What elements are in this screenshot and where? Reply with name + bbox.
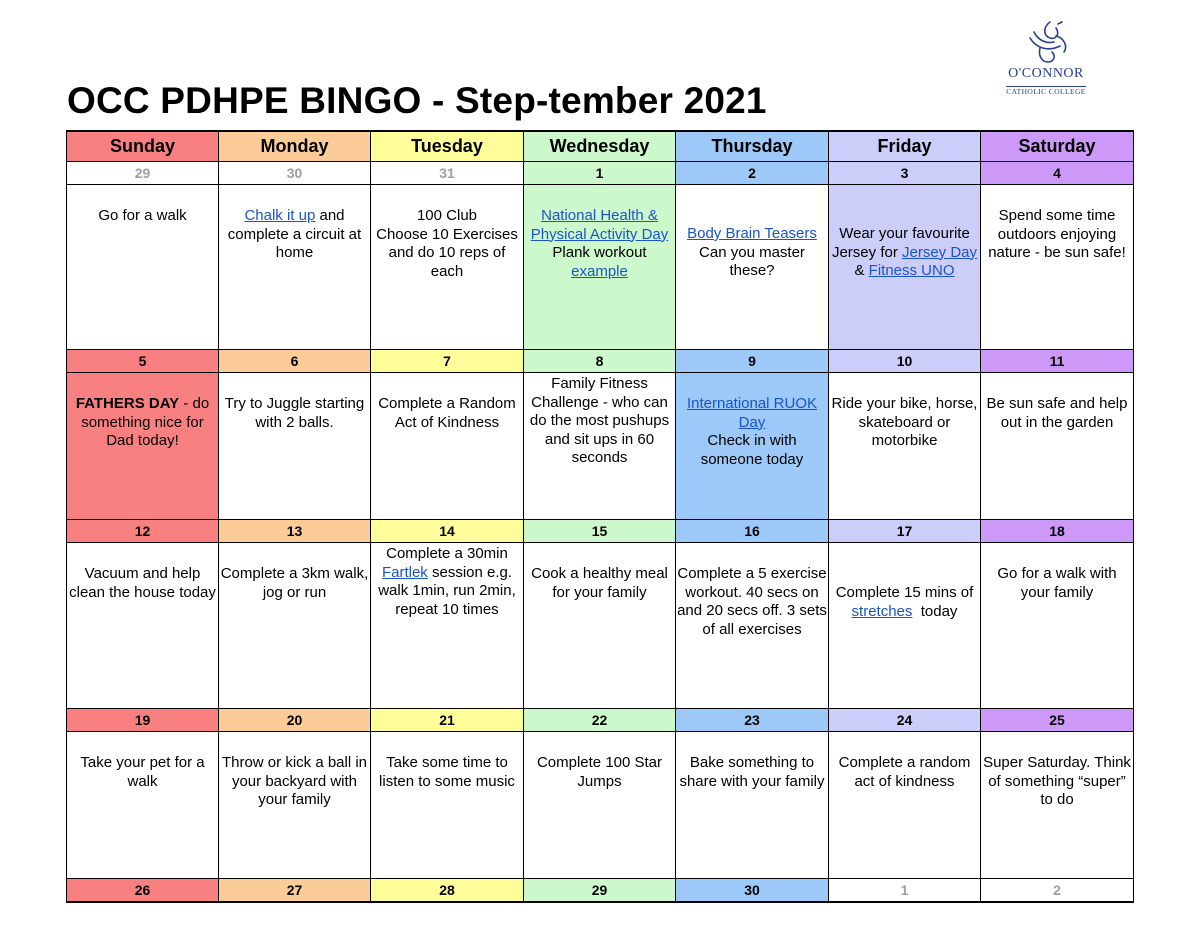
activity-text: Complete 15 mins of (835, 584, 974, 601)
activity-text: Can you master these? (699, 243, 805, 279)
activity-text: - do something nice for Dad today! (81, 395, 210, 449)
header-saturday: Saturday (981, 131, 1134, 162)
activity-cell (829, 185, 981, 350)
activity-text: Take some time to listen to some music (379, 754, 515, 790)
dove-crest-icon (1020, 18, 1072, 66)
activity-cell (67, 732, 219, 879)
ruok-day-link[interactable]: International RUOK Day (686, 395, 818, 431)
date-cell: 1 (829, 879, 981, 903)
date-cell: 7 (371, 350, 524, 373)
activity-text: Bake something to share with your family (679, 754, 825, 790)
activity-cell (219, 185, 371, 350)
date-cell: 28 (371, 879, 524, 903)
activity-text: Plank workout (552, 244, 647, 261)
date-cell: 29 (67, 162, 219, 185)
activity-text: Take your pet for a walk (80, 754, 205, 790)
date-cell: 20 (219, 709, 371, 732)
activity-cell (676, 185, 829, 350)
date-cell: 16 (676, 520, 829, 543)
activity-cell (524, 373, 676, 520)
activity-cell (981, 732, 1134, 879)
activity-cell (676, 373, 829, 520)
week-1-dates (67, 162, 1134, 185)
logo-subtitle: CATHOLIC COLLEGE (1006, 87, 1086, 96)
header-friday: Friday (829, 131, 981, 162)
header-sunday: Sunday (67, 131, 219, 162)
activity-cell (67, 543, 219, 709)
date-cell: 29 (524, 879, 676, 903)
activity-text: Wear your favourite Jersey for (831, 225, 970, 261)
activity-cell (219, 373, 371, 520)
activity-cell (219, 543, 371, 709)
activity-cell (371, 373, 524, 520)
date-cell: 6 (219, 350, 371, 373)
fartlek-link[interactable]: Fartlek (381, 563, 428, 581)
header-monday: Monday (219, 131, 371, 162)
activity-cell (524, 543, 676, 709)
stretches-link[interactable]: stretches (851, 602, 913, 620)
activity-cell (829, 732, 981, 879)
activity-text: Spend some time outdoors enjoying nature - be sun safe! (988, 207, 1126, 261)
date-cell: 25 (981, 709, 1134, 732)
activity-text: 100 Club Choose 10 Exercises and do 10 reps of each (376, 207, 518, 280)
plank-example-link[interactable]: example (571, 262, 628, 280)
activity-cell (371, 543, 524, 709)
activity-text: Complete a 5 exercise workout. 40 secs on and 20 secs off. 3 sets of all exercises (677, 565, 827, 638)
activity-cell (371, 732, 524, 879)
activity-text: Family Fitness Challenge - who can do the most pushups and sit ups in 60 seconds (529, 375, 670, 466)
date-cell: 26 (67, 879, 219, 903)
date-cell: 1 (524, 162, 676, 185)
week-5-dates (67, 879, 1134, 903)
date-cell: 8 (524, 350, 676, 373)
activity-cell (981, 373, 1134, 520)
jersey-day-link[interactable]: Jersey Day (902, 243, 978, 261)
date-cell: 21 (371, 709, 524, 732)
activity-text: Be sun safe and help out in the garden (986, 395, 1128, 431)
activity-cell (676, 732, 829, 879)
week-2-activities (67, 373, 1134, 520)
activity-cell (981, 185, 1134, 350)
header-thursday: Thursday (676, 131, 829, 162)
activity-text: today (912, 602, 958, 620)
activity-text: Go for a walk (98, 207, 187, 224)
date-cell: 12 (67, 520, 219, 543)
activity-text: Throw or kick a ball in your backyard with your family (221, 754, 368, 808)
bingo-calendar (66, 130, 1134, 903)
date-cell: 30 (676, 879, 829, 903)
date-cell: 31 (371, 162, 524, 185)
date-cell: 19 (67, 709, 219, 732)
fitness-uno-link[interactable]: Fitness UNO (868, 262, 955, 279)
date-cell: 22 (524, 709, 676, 732)
date-cell: 10 (829, 350, 981, 373)
activity-text: Complete a random act of kindness (838, 754, 971, 790)
activity-text: Complete a 30min (386, 545, 508, 562)
activity-cell (676, 543, 829, 709)
activity-text: Try to Juggle starting with 2 balls. (224, 395, 365, 431)
activity-cell (67, 185, 219, 350)
date-cell: 2 (676, 162, 829, 185)
activity-cell (981, 543, 1134, 709)
date-cell: 17 (829, 520, 981, 543)
activity-text: Check in with someone today (700, 432, 804, 468)
date-cell: 24 (829, 709, 981, 732)
date-cell: 27 (219, 879, 371, 903)
activity-text: Complete a Random Act of Kindness (378, 395, 516, 431)
activity-cell (524, 732, 676, 879)
activity-cell (829, 543, 981, 709)
date-cell: 13 (219, 520, 371, 543)
date-cell: 18 (981, 520, 1134, 543)
school-logo (998, 18, 1094, 96)
fathers-day-label: FATHERS DAY (75, 395, 180, 412)
page-title: OCC PDHPE BINGO - Step-tember 2021 (67, 80, 767, 121)
date-cell: 23 (676, 709, 829, 732)
date-cell: 15 (524, 520, 676, 543)
activity-text: Complete a 3km walk, jog or run (220, 565, 369, 601)
weekday-header-row (67, 131, 1134, 162)
activity-cell (67, 373, 219, 520)
activity-text: Go for a walk with your family (997, 565, 1117, 601)
activity-text: Ride your bike, horse, skateboard or motorbike (831, 395, 978, 449)
logo-name: O'CONNOR (1008, 66, 1084, 81)
date-cell: 9 (676, 350, 829, 373)
body-brain-teasers-link[interactable]: Body Brain Teasers (687, 225, 817, 242)
activity-text: & (854, 262, 869, 279)
activity-cell (829, 373, 981, 520)
week-3-activities (67, 543, 1134, 709)
activity-cell (524, 185, 676, 350)
national-health-day-link[interactable]: National Health & Physical Activity Day (530, 207, 669, 243)
chalk-it-up-link[interactable]: Chalk it up (244, 207, 316, 224)
date-cell: 14 (371, 520, 524, 543)
week-2-dates (67, 350, 1134, 373)
header-wednesday: Wednesday (524, 131, 676, 162)
activity-text: Super Saturday. Think of something “super” to do (983, 754, 1131, 808)
activity-cell (371, 185, 524, 350)
week-4-dates (67, 709, 1134, 732)
date-cell: 4 (981, 162, 1134, 185)
activity-cell (219, 732, 371, 879)
date-cell: 2 (981, 879, 1134, 903)
date-cell: 11 (981, 350, 1134, 373)
week-1-activities (67, 185, 1134, 350)
activity-text: and complete a circuit at home (227, 207, 362, 261)
activity-text: Cook a healthy meal for your family (531, 565, 668, 601)
date-cell: 30 (219, 162, 371, 185)
week-4-activities (67, 732, 1134, 879)
date-cell: 3 (829, 162, 981, 185)
date-cell: 5 (67, 350, 219, 373)
week-3-dates (67, 520, 1134, 543)
activity-text: Complete 100 Star Jumps (536, 754, 663, 790)
activity-text: Vacuum and help clean the house today (69, 565, 216, 601)
header-tuesday: Tuesday (371, 131, 524, 162)
activity-text: session e.g. walk 1min, run 2min, repeat 10 times (378, 563, 516, 618)
